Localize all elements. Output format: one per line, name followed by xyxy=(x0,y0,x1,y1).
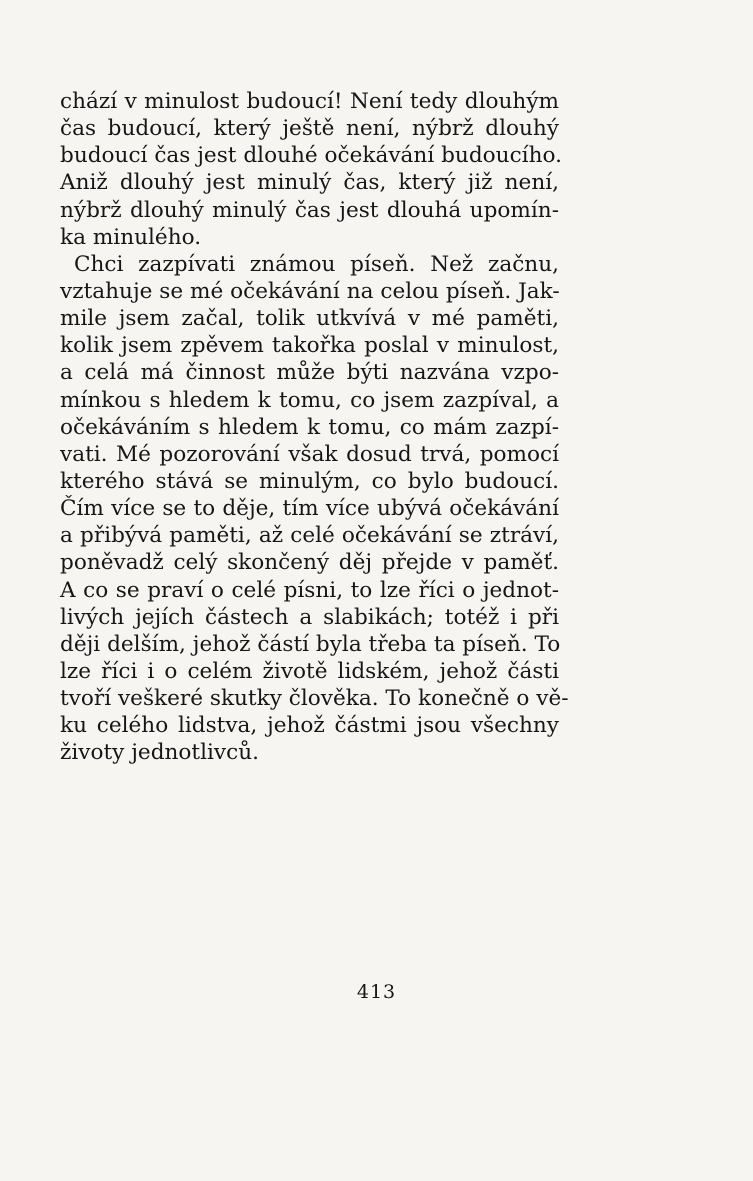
text-line: nýbrž dlouhý minulý čas jest dlouhá upomín- xyxy=(60,197,559,223)
text-line: budoucí čas jest dlouhé očekávání budoucího. xyxy=(60,143,562,169)
text-line: vati. Mé pozorování však dosud trvá, pomocí xyxy=(60,441,559,467)
text-line: lze říci i o celém životě lidském, jehož části xyxy=(60,658,559,684)
text-line: kolik jsem zpěvem takořka poslal v minulost, xyxy=(60,333,559,359)
paragraph-start-line: Chci zazpívati známou píseň. Než začnu, xyxy=(74,251,559,277)
page-number: 413 xyxy=(356,981,397,1003)
text-line: mínkou s hledem k tomu, co jsem zazpíval, a xyxy=(60,387,559,413)
text-line: očekáváním s hledem k tomu, co mám zazpí- xyxy=(60,414,559,440)
text-line: tvoří veškeré skutky člověka. To konečně o vě- xyxy=(60,686,569,712)
text-line: chází v minulost budoucí! Není tedy dlouhým xyxy=(60,89,559,114)
text-line: a přibývá paměti, až celé očekávání se ztráví, xyxy=(60,523,559,549)
text-line: čas budoucí, který ještě není, nýbrž dlouhý xyxy=(60,116,559,142)
text-line: a celá má činnost může býti nazvána vzpo- xyxy=(60,360,559,386)
text-line: ka minulého. xyxy=(60,224,202,250)
text-line: Čím více se to děje, tím více ubývá očekávání xyxy=(60,496,559,522)
text-line: kterého stává se minulým, co bylo budoucí. xyxy=(60,468,559,494)
text-line: poněvadž celý skončený děj přejde v paměť. xyxy=(60,550,559,576)
text-line: livých jejích částech a slabikách; totéž i při xyxy=(60,604,559,630)
text-line: A co se praví o celé písni, to lze říci o jednot- xyxy=(60,577,559,603)
text-line: ku celého lidstva, jehož částmi jsou všechny xyxy=(60,713,559,739)
text-line: Aniž dlouhý jest minulý čas, který již není, xyxy=(60,170,559,196)
text-line: vztahuje se mé očekávání na celou píseň. Jak- xyxy=(60,278,560,304)
text-line: ději delším, jehož částí byla třeba ta píseň. To xyxy=(60,631,561,657)
body-text xyxy=(60,88,569,767)
text-line: mile jsem začal, tolik utkvívá v mé paměti, xyxy=(60,306,559,332)
text-line: životy jednotlivců. xyxy=(60,740,259,766)
